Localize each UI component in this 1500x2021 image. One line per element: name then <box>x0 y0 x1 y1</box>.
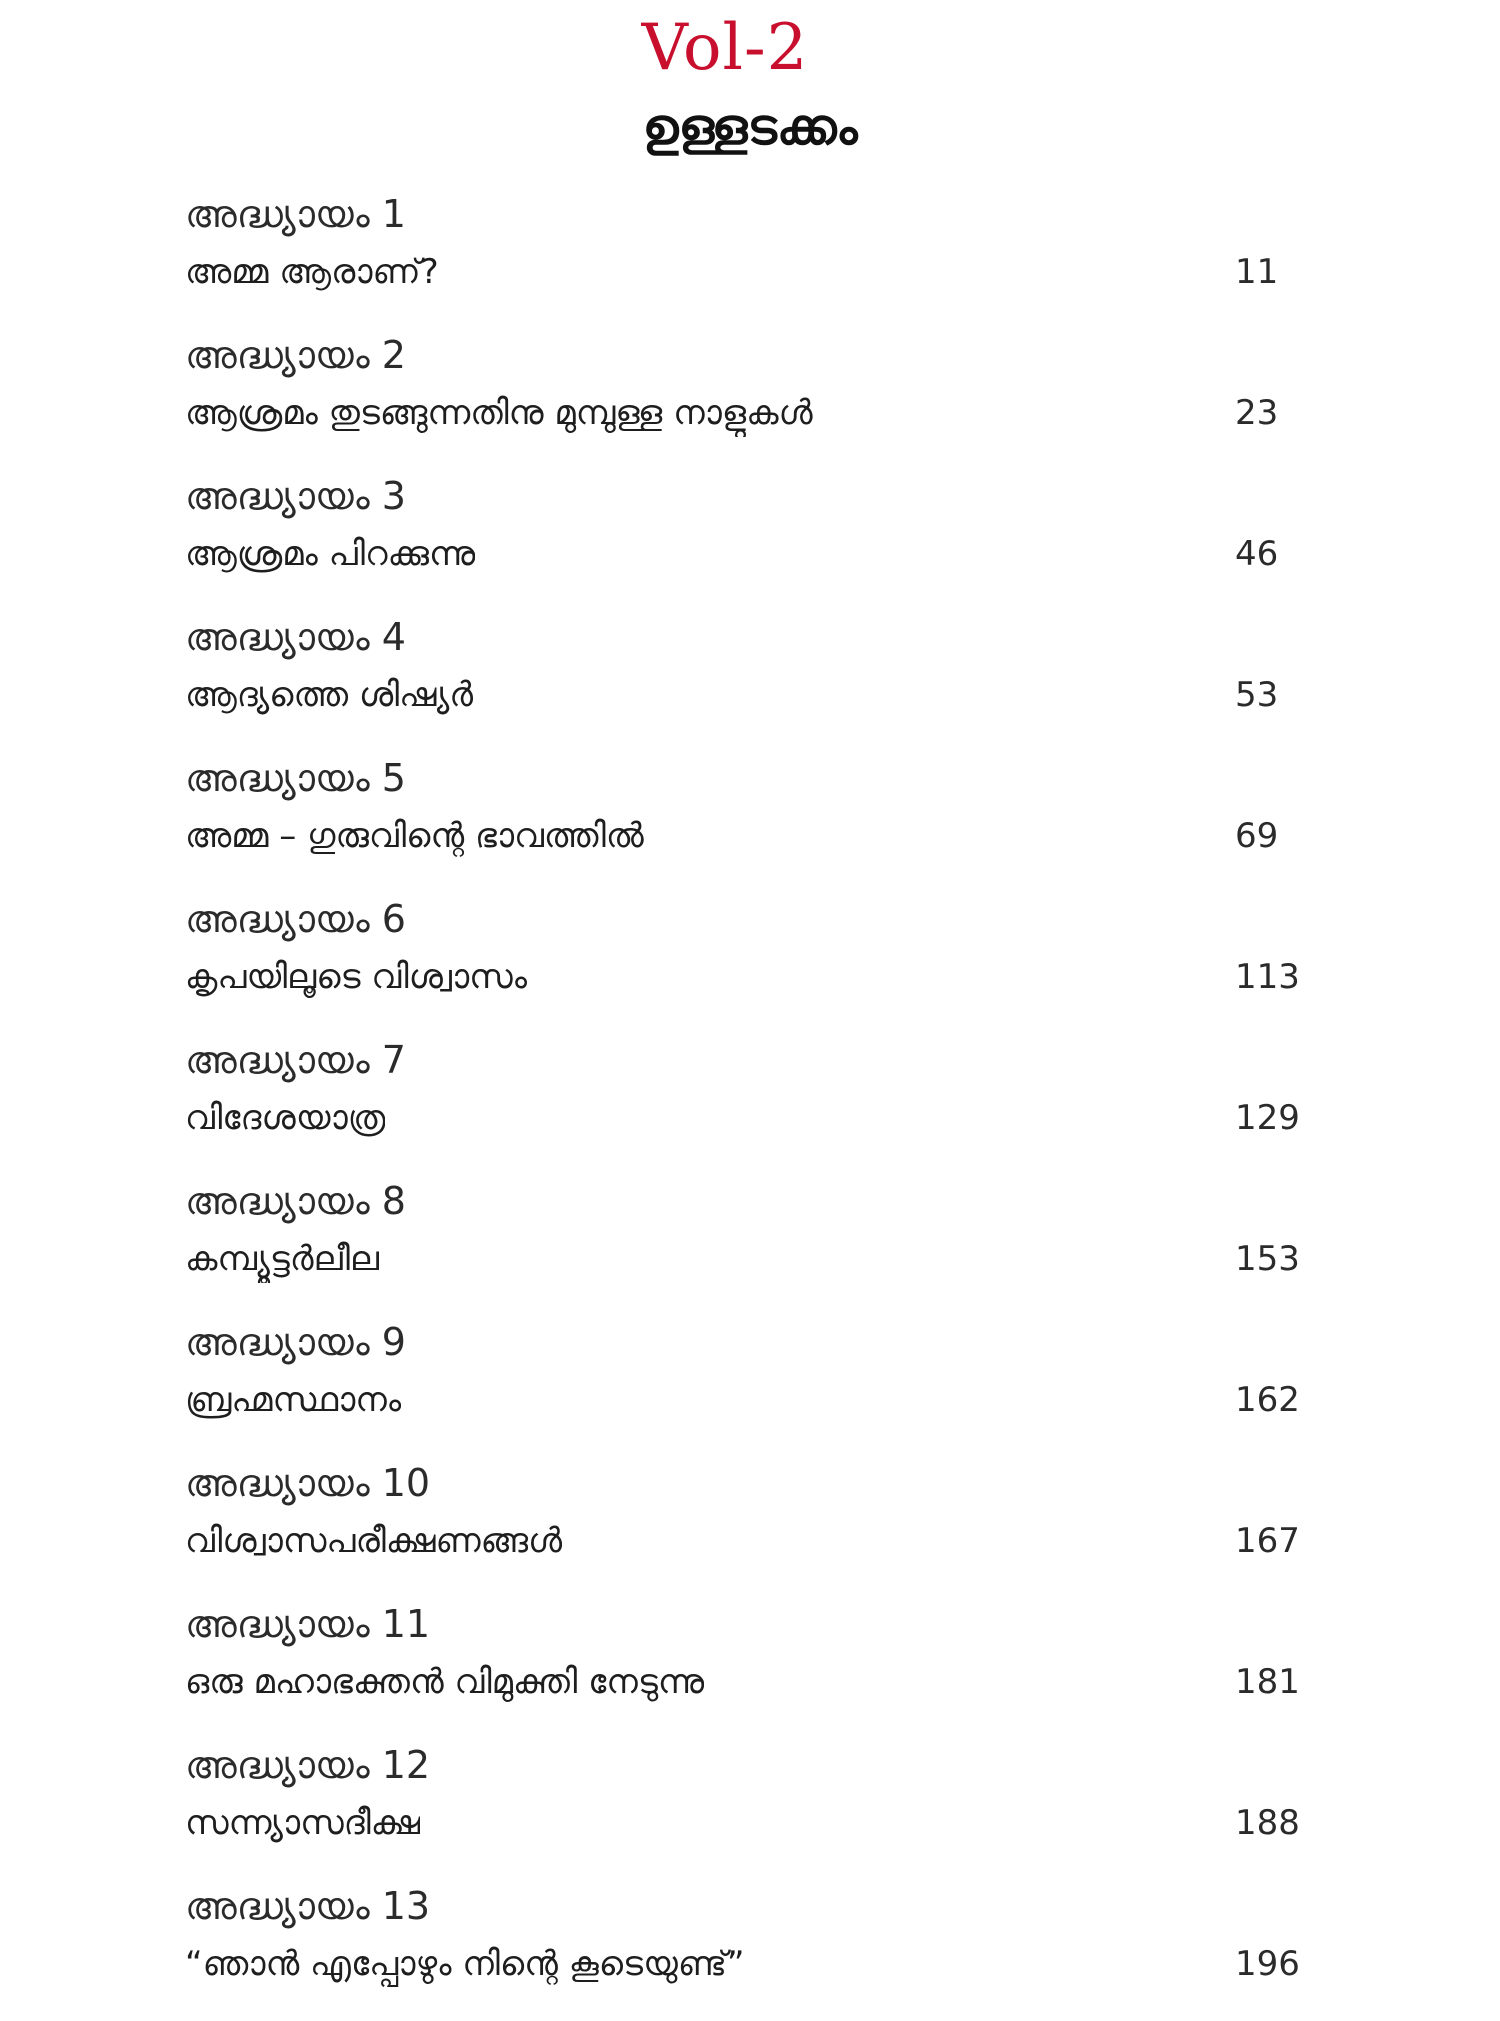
page-number: 181 <box>1235 1662 1300 1702</box>
toc-entry[interactable] <box>185 1034 1305 1175</box>
chapter-label: അദ്ധ്യായം 1 <box>185 192 406 236</box>
chapter-title: വിശ്വാസപരീക്ഷണങ്ങൾ <box>185 1521 563 1561</box>
toc-entry[interactable] <box>185 1598 1305 1739</box>
toc-entry[interactable] <box>185 1739 1305 1880</box>
toc-entry[interactable] <box>185 188 1305 329</box>
table-of-contents-title: ഉള്ളടക്കം <box>642 98 858 156</box>
chapter-title: “ഞാൻ എപ്പോഴും നിന്റെ കൂടെയുണ്ട്” <box>185 1944 745 1984</box>
page-number: 188 <box>1235 1803 1300 1843</box>
page-number: 153 <box>1235 1239 1300 1279</box>
toc-entry[interactable] <box>185 611 1305 752</box>
chapter-title: ഒരു മഹാഭക്തൻ വിമുക്തി നേടുന്നു <box>185 1662 705 1702</box>
page-number: 196 <box>1235 1944 1300 1984</box>
chapter-title: അമ്മ – ഗുരുവിന്റെ ഭാവത്തിൽ <box>185 816 644 856</box>
page-number: 129 <box>1235 1098 1300 1138</box>
page-number: 113 <box>1235 957 1300 997</box>
chapter-title: ആദ്യത്തെ ശിഷ്യർ <box>185 675 474 715</box>
page-number: 53 <box>1235 675 1279 715</box>
page-number: 69 <box>1235 816 1279 856</box>
toc-entry[interactable] <box>185 470 1305 611</box>
chapter-title: വിദേശയാത്ര <box>185 1098 386 1138</box>
volume-heading: Vol-2 <box>641 11 809 85</box>
page-number: 162 <box>1235 1380 1300 1420</box>
toc-entry[interactable] <box>185 752 1305 893</box>
chapter-title: ആശ്രമം പിറക്കുന്നു <box>185 534 476 574</box>
chapter-label: അദ്ധ്യായം 5 <box>185 756 406 800</box>
chapter-label: അദ്ധ്യായം 4 <box>185 615 406 659</box>
chapter-title: സന്ന്യാസദീക്ഷ <box>185 1803 421 1843</box>
chapter-label: അദ്ധ്യായം 7 <box>185 1038 406 1082</box>
chapter-title: കൃപയിലൂടെ വിശ്വാസം <box>185 957 528 997</box>
toc-entry[interactable] <box>185 893 1305 1034</box>
chapter-label: അദ്ധ്യായം 8 <box>185 1179 406 1223</box>
table-of-contents <box>185 188 1305 2021</box>
toc-entry[interactable] <box>185 1457 1305 1598</box>
chapter-label: അദ്ധ്യായം 9 <box>185 1320 406 1364</box>
toc-entry[interactable] <box>185 329 1305 470</box>
page-number: 23 <box>1235 393 1279 433</box>
chapter-title: ബ്രഹ്മസ്ഥാനം <box>185 1380 402 1420</box>
chapter-label: അദ്ധ്യായം 12 <box>185 1743 431 1787</box>
chapter-title: ആശ്രമം തുടങ്ങുന്നതിനു മുമ്പുള്ള നാളുകൾ <box>185 393 813 433</box>
chapter-label: അദ്ധ്യായം 2 <box>185 333 406 377</box>
chapter-title: കമ്പ്യൂട്ടർലീല <box>185 1239 380 1279</box>
page-number: 167 <box>1235 1521 1300 1561</box>
chapter-label: അദ്ധ്യായം 11 <box>185 1602 431 1646</box>
chapter-label: അദ്ധ്യായം 10 <box>185 1461 431 1505</box>
chapter-label: അദ്ധ്യായം 13 <box>185 1884 431 1928</box>
toc-entry[interactable] <box>185 1316 1305 1457</box>
chapter-title: അമ്മ ആരാണ്? <box>185 252 439 292</box>
page-number: 46 <box>1235 534 1279 574</box>
toc-entry[interactable] <box>185 1175 1305 1316</box>
chapter-label: അദ്ധ്യായം 6 <box>185 897 406 941</box>
chapter-label: അദ്ധ്യായം 3 <box>185 474 406 518</box>
page-number: 11 <box>1235 252 1279 292</box>
